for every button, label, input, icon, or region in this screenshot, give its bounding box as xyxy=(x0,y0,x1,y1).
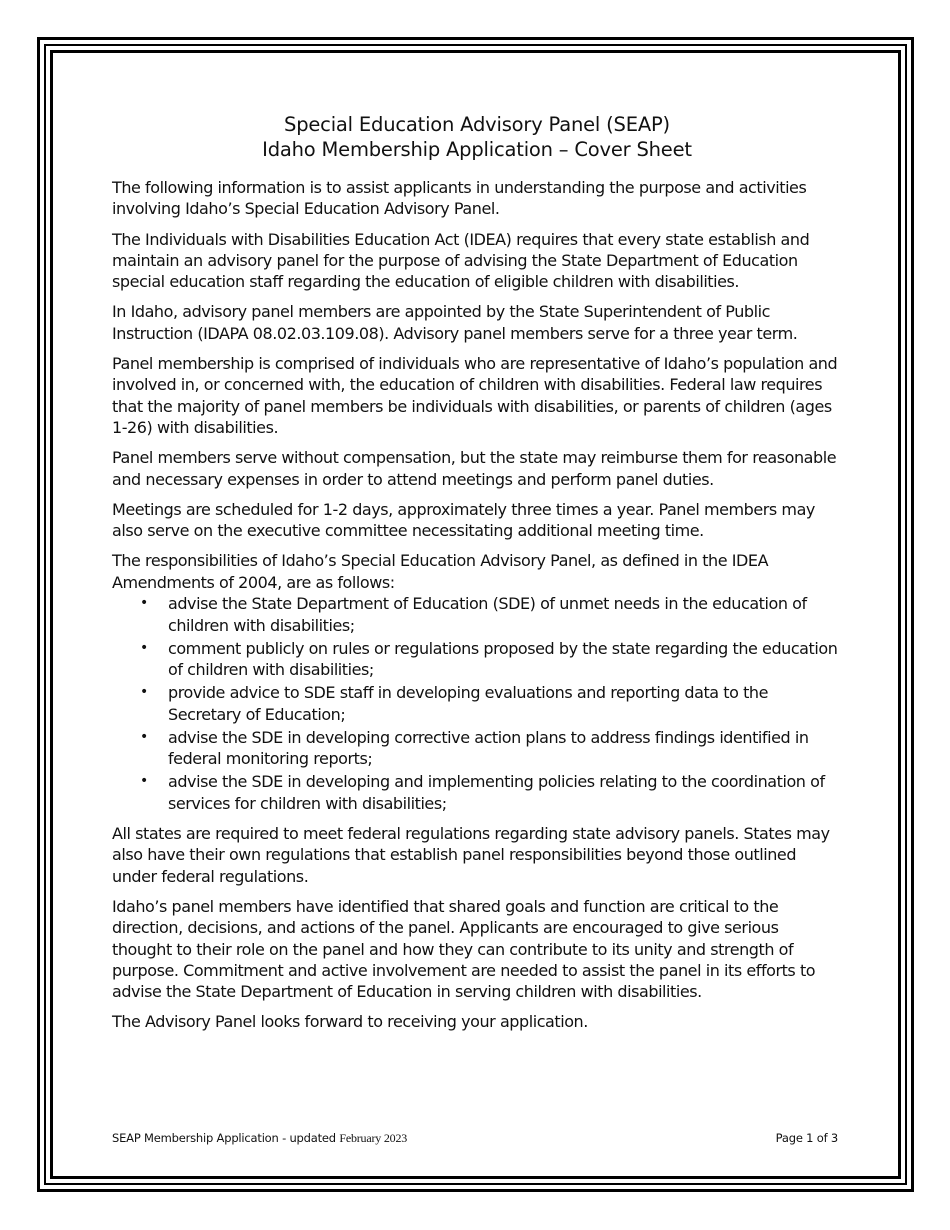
responsibilities-list xyxy=(112,593,842,814)
paragraph-federal-regulations: All states are required to meet federal regulations regarding state advisory panels. States may also have their own regulations that establish panel responsibilities beyond those outlined under federal regulations. xyxy=(112,824,830,886)
bullet-icon: • xyxy=(140,728,148,745)
list-item xyxy=(140,771,842,814)
page-number: Page 1 of 3 xyxy=(775,1131,838,1145)
document-title xyxy=(112,112,842,162)
paragraph-closing: The Advisory Panel looks forward to receiving your application. xyxy=(112,1012,588,1032)
footer-date: February 2023 xyxy=(339,1131,408,1145)
list-item-text: comment publicly on rules or regulations proposed by the state regarding the education of children with disabilities; xyxy=(168,638,838,680)
paragraph-meetings: Meetings are scheduled for 1-2 days, approximately three times a year. Panel members may also serve on the executive committee necessitating additional meeting time. xyxy=(112,499,815,541)
bullet-icon: • xyxy=(140,684,148,701)
list-item-text: advise the State Department of Education (SDE) of unmet needs in the education of children with disabilities; xyxy=(168,594,807,635)
bullet-icon: • xyxy=(140,773,148,790)
bullet-icon: • xyxy=(140,595,148,612)
title-line-1: Special Education Advisory Panel (SEAP) xyxy=(284,113,670,136)
footer-document-label xyxy=(112,1131,407,1146)
footer-label-text: SEAP Membership Application - updated xyxy=(112,1131,340,1145)
list-item-text: advise the SDE in developing and implementing policies relating to the coordination of services for children with disabilities; xyxy=(168,772,825,813)
paragraph-membership: Panel membership is comprised of individuals who are representative of Idaho’s population and involved in, or concerned with, the education of children with disabilities. Federal law requires that the majority of panel members be individuals with disabilities, or parents of children (ages 1-26) with disabilities. xyxy=(112,354,838,437)
list-item xyxy=(140,727,842,770)
list-item xyxy=(140,638,842,681)
paragraph-compensation: Panel members serve without compensation, but the state may reimburse them for reasonable and necessary expenses in order to attend meetings and perform panel duties. xyxy=(112,448,837,489)
list-item xyxy=(140,682,842,725)
list-item xyxy=(140,593,842,636)
list-item-text: advise the SDE in developing corrective action plans to address findings identified in federal monitoring reports; xyxy=(168,727,809,769)
paragraph-shared-goals: Idaho’s panel members have identified that shared goals and function are critical to the direction, decisions, and actions of the panel. Applicants are encouraged to give serious thought to their role on the panel and how they can contribute to its unity and strength of purpose. Commitment and active involvement are needed to assist the panel in its efforts to advise the State Department of Education in serving children with disabilities. xyxy=(112,896,816,1002)
list-item-text: provide advice to SDE staff in developing evaluations and reporting data to the Secretary of Education; xyxy=(168,683,769,724)
title-line-2: Idaho Membership Application – Cover Sheet xyxy=(262,138,692,161)
bullet-icon: • xyxy=(140,639,148,656)
paragraph-idea: The Individuals with Disabilities Education Act (IDEA) requires that every state establish and maintain an advisory panel for the purpose of advising the State Department of Education special education staff regarding the education of eligible children with disabilities. xyxy=(112,229,810,292)
paragraph-intro: The following information is to assist applicants in understanding the purpose and activities involving Idaho’s Special Education Advisory Panel. xyxy=(112,178,807,219)
responsibilities-intro: The responsibilities of Idaho’s Special Education Advisory Panel, as defined in the IDEA Amendments of 2004, are as follows: xyxy=(112,551,769,592)
document-body xyxy=(112,112,842,1042)
paragraph-appointment: In Idaho, advisory panel members are appointed by the State Superintendent of Public Instruction (IDAPA 08.02.03.109.08). Advisory panel members serve for a three year term. xyxy=(112,302,798,343)
